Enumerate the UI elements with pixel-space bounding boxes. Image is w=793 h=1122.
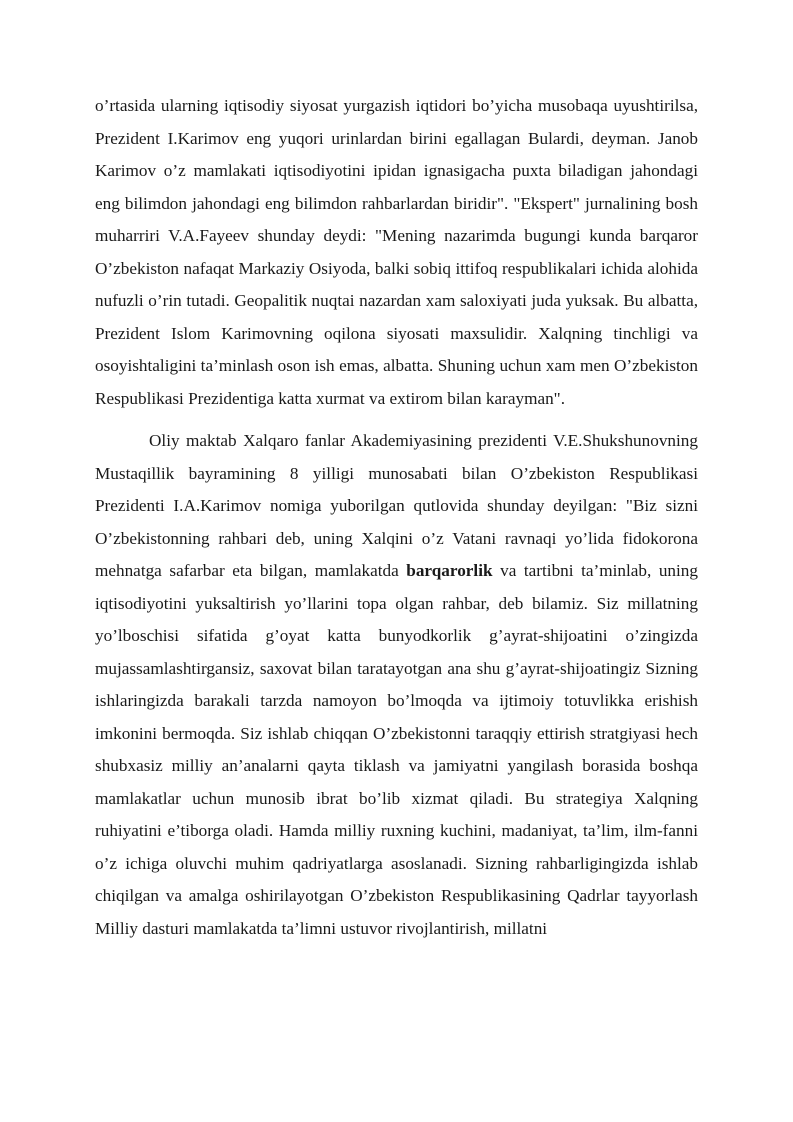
paragraph-2-text-end: va tartibni ta’minlab, uning iqtisodiyotini yuksaltirish yo’llarini topa olgan rahbar, deb bilamiz. Siz millatning yo’lboschisi sifatida g’oyat katta bunyodkorlik g’ayrat-shijoatini o’zingizda mujassamlashtirgansiz, saxovat bilan taratayotgan ana shu g’ayrat-shijoatingiz Sizning ishlaringizda barakali tarzda namoyon bo’lmoqda va ijtimoiy totuvlikka erishish imkonini bermoqda. Siz ishlab chiqqan O’zbekistonni taraqqiy ettirish stratgiyasi hech shubxasiz milliy an’analarni qayta tiklash va jamiyatni yangilash borasida boshqa mamlakatlar uchun munosib ibrat bo’lib xizmat qiladi. Bu strategiya Xalqning ruhiyatini e’tiborga oladi. Hamda milliy ruxning kuchini, madaniyat, ta’lim, ilm-fanni o’z ichiga oluvchi muhim qadriyatlarga asoslanadi. Sizning rahbarligingizda ishlab chiqilgan va amalga oshirilayotgan O’zbekiston Respublikasining Qadrlar tayyorlash Milliy dasturi mamlakatda ta’limni ustuvor rivojlantirish, millatni [95,561,698,938]
paragraph-2-text-start: Oliy maktab Xalqaro fanlar Akademiyasining prezidenti V.E.Shukshunovning Mustaqillik bayramining 8 yilligi munosabati bilan O’zbekiston Respublikasi Prezidenti I.A.Karimov nomiga yuborilgan qutlovida shunday deyilgan: "Biz sizni O’zbekistonning rahbari deb, uning Xalqini o’z Vatani ravnaqi yo’lida fidokorona mehnatga safarbar eta bilgan, mamlakatda [95,431,698,580]
document-page [95,90,698,945]
paragraph-2 [95,425,698,945]
paragraph-1: o’rtasida ularning iqtisodiy siyosat yurgazish iqtidori bo’yicha musobaqa uyushtirilsa, Prezident I.Karimov eng yuqori urinlardan birini egallagan Bulardi, deyman. Janob Karimov o’z mamlakati iqtisodiyotini ipidan ignasigacha puxta biladigan jahondagi eng bilimdon jahondagi eng bilimdon rahbarlardan biridir". "Ekspert" jurnalining bosh muharriri V.A.Fayeev shunday deydi: "Mening nazarimda bugungi kunda barqaror O’zbekiston nafaqat Markaziy Osiyoda, balki sobiq ittifoq respublikalari ichida alohida nufuzli o’rin tutadi. Geopalitik nuqtai nazardan xam saloxiyati juda yuksak. Bu albatta, Prezident Islom Karimovning oqilona siyosati maxsulidir. Xalqning tinchligi va osoyishtaligini ta’minlash oson ish emas, albatta. Shuning uchun xam men O’zbekiston Respublikasi Prezidentiga katta xurmat va extirom bilan karayman". [95,96,698,408]
bold-term: barqarorlik [406,561,493,580]
